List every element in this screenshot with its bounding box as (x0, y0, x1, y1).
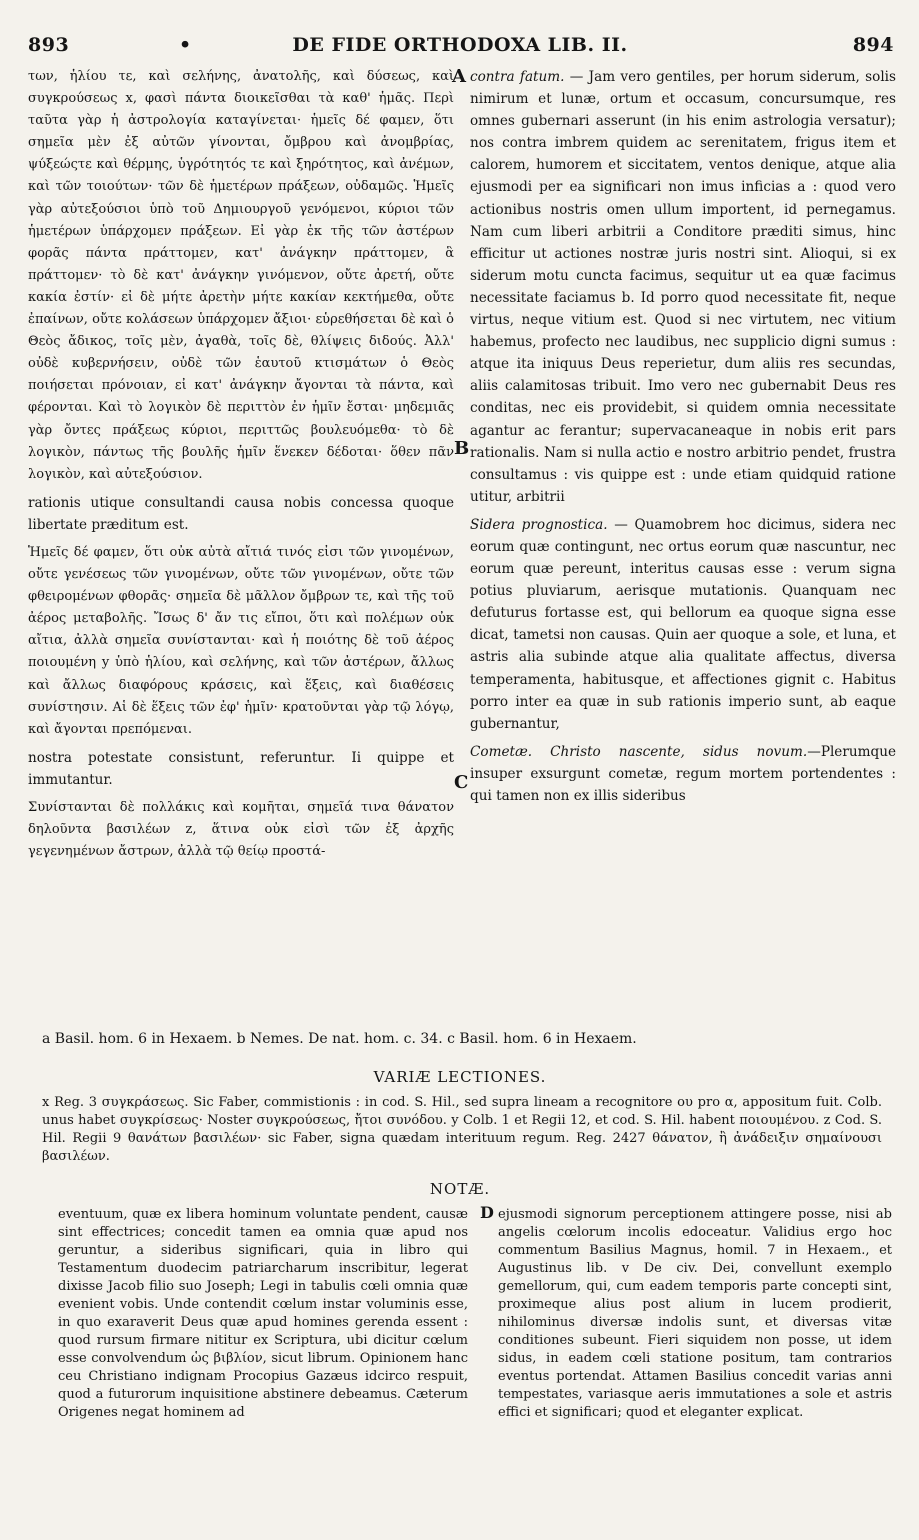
side-heading-contra-fatum: contra fatum. (470, 69, 565, 85)
header-bullet: • (179, 34, 192, 56)
running-title-text: DE FIDE ORTHODOXA LIB. II. (292, 34, 628, 56)
latin-paragraph-1: contra fatum. — Jam vero gentiles, per horum siderum, solis nimirum et lunæ, ortum et occasum, concursumque, res omnes gubernari asserunt (in his enim astrologia versatur); nos contra imbrem quidem ac serenitatem, frigus item et calorem, humorem et siccitatem, ventos denique, atque alia ejusmodi per ea significari non imus inficias a : quod vero actionibus nostris omen ullum importent, id pernegamus. Nam cum liberi arbitrii a Conditore præditi simus, hinc efficitur ut actiones nostræ juris nostri sint. Alioqui, si ex siderum motu cuncta facimus, sequitur ut ea quæ facimus necessitate faciamus b. Id porro quod necessitate fit, neque virtus, neque vitium est. Quod si nec virtutem, nec vitium habemus, profecto nec laudibus, nec supplicio digni sumus : atque ita iniquus Deus reperietur, dum aliis res secundas, aliis calamitosas tribuit. Imo vero nec gubernabit Deus res conditas, nec eis providebit, si quidem omnia necessitate agantur ac ferantur; supervacaneaque in nobis erit pars rationalis. Nam si nulla actio e nostro arbitrio pendet, frustra consultamus : vis quippe est : unde etiam quidquid ratione utitur, arbitrii (470, 69, 896, 505)
greek-column (28, 66, 454, 863)
notae-left-column: eventuum, quæ ex libera hominum voluntate pendent, causæ sint effectrices; concedit tamen ea omnia quæ apud nos geruntur, a sideribus significari, quia in libro qui Testamentum duodecim patriarcharum inscribitur, legerat dixisse Jacob filio suo Joseph; Legi in tabulis cœli omnia quæ evenient vobis. Unde contendit cœlum instar voluminis esse, in quo exaraverit Deus quæ apud homines gerenda essent : quod rursum firmare nititur ex Scriptura, ubi dicitur cœlum esse convolvendum ὡς βιβλίον, sicut librum. Opinionem hanc ceu Christiano indignam Procopius Gazæus idcirco respuit, quod a futurorum inquisitione abstinere debeamus. Cæterum Origenes negat hominem ad (58, 1207, 468, 1420)
latin-column (470, 66, 896, 807)
latin-continuation-2: nostra potestate consistunt, referuntur. Ii quippe et immutantur. (28, 749, 454, 788)
section-marker-c: C (454, 772, 469, 793)
latin-paragraph-2: Sidera prognostica. — Quamobrem hoc dicimus, sidera nec eorum quæ contingunt, nec ortus eorum quæ nascuntur, nec eorum quæ pereunt, interitus causas esse : verum signa potius pluviarum, aerisque mutationis. Quanquam nec defuturus fortasse est, qui bellorum ea quoque signa esse dicat, tametsi non causas. Quin aer quoque a sole, et luna, et astris alia subinde atque alia qualitate affectus, diversa temperamenta, habitusque, et affectiones gignit c. Habitus porro inter ea quæ in sub rationis imperio sunt, ab eaque gubernantur, (470, 516, 897, 732)
main-text-columns (24, 66, 896, 1011)
running-header (24, 28, 896, 62)
section-marker-a: A (452, 66, 466, 87)
notae-right-column (480, 1203, 892, 1422)
page-number-left: 893 (28, 34, 70, 56)
page (24, 28, 897, 1420)
side-heading-cometae: Cometæ. Christo nascente, sidus novum. (470, 743, 808, 760)
side-heading-sidera: Sidera prognostica. (470, 516, 608, 533)
variae-lectiones-heading: VARIÆ LECTIONES. (373, 1068, 547, 1086)
section-marker-b: B (454, 438, 470, 459)
variae-lectiones-text: x Reg. 3 συγκράσεως. Sic Faber, commistionis : in cod. S. Hil., sed supra lineam a recognitore ου pro α, appositum fuit. Colb. unus habet συγκρίσεως· Noster συγκρούσεως, ἤτοι συνόδου. y Colb. 1 et Regii 12, et cod. S. Hil. habent ποιουμένου. z Cod. S. Hil. Regii 9 θανάτων βασιλέων· sic Faber, signa quædam interituum regum. Reg. 2427 θάνατον, ἢ ἀνάδειξιν σημαίνουσι βασιλέων. (42, 1095, 882, 1164)
source-footnotes: a Basil. hom. 6 in Hexaem. b Nemes. De nat. hom. c. 34. c Basil. hom. 6 in Hexaem. (42, 1031, 637, 1047)
latin-paragraph-3: Cometæ. Christo nascente, sidus novum.—Plerumque insuper exsurgunt cometæ, regum mortem portendentes : qui tamen non ex illis sideribus (470, 743, 896, 804)
running-title (24, 34, 896, 56)
latin-continuation-1: rationis utique consultandi causa nobis concessa quoque libertate præditum est. (28, 494, 454, 533)
greek-paragraph-1: των, ἡλίου τε, καὶ σελήνης, ἀνατολῆς, καὶ δύσεως, καὶ συγκρούσεως x, φασὶ πάντα διοικεῖσθαι τὰ καθ' ἡμᾶς. Περὶ ταῦτα γὰρ ἡ ἀστρολογία καταγίνεται· ἡμεῖς δέ φαμεν, ὅτι σημεῖα μὲν ἐξ αὐτῶν γίνονται, ὄμβρου καὶ ἀνομβρίας, ψύξεώςτε καὶ θέρμης, ὑγρότητός τε καὶ ξηρότητος, καὶ ἀνέμων, καὶ τῶν τοιούτων· τῶν δὲ ἡμετέρων πράξεων, οὐδαμῶς. Ἡμεῖς γὰρ αὐτεξούσιοι ὑπὸ τοῦ Δημιουργοῦ γενόμενοι, κύριοι τῶν ἡμετέρων ὑπάρχομεν πράξεων. Εἰ γὰρ ἐκ τῆς τῶν ἀστέρων φορᾶς πάντα πράττομεν, κατ' ἀνάγκην πράττομεν, ἃ πράττομεν· τὸ δὲ κατ' ἀνάγκην γινόμενον, οὔτε ἀρετή, οὔτε κακία ἐστίν· εἰ δὲ μήτε ἀρετὴν μήτε κακίαν κεκτήμεθα, οὔτε ἐπαίνων, οὔτε κολάσεων ὑπάρχομεν ἄξιοι· εὑρεθήσεται δὲ καὶ ὁ Θεὸς ἄδικος, τοῖς μὲν, ἀγαθὰ, τοῖς δὲ, θλίψεις διδούς. Ἀλλ' οὐδὲ κυβερνήσειν, οὐδὲ τῶν ἑαυτοῦ κτισμάτων ὁ Θεὸς ποιήσεται πρόνοιαν, εἰ κατ' ἀνάγκην ἄγονται τὰ πάντα, καὶ φέρονται. Καὶ τὸ λογικὸν δὲ περιττὸν ἐν ἡμῖν ἔσται· μηδεμιᾶς γὰρ ὄντες πράξεως κύριοι, περιττῶς βουλευόμεθα· τὸ δὲ λογικὸν, πάντως τῆς βουλῆς ἡμῖν ἕνεκεν δέδοται· ὅθεν πᾶν λογικὸν, καὶ αὐτεξούσιον. (28, 69, 454, 482)
greek-paragraph-2: Ἡμεῖς δέ φαμεν, ὅτι οὐκ αὐτὰ αἴτιά τινός εἰσι τῶν γινομένων, οὔτε γενέσεως τῶν γινομένων, οὔτε τῶν γινομένων, οὔτε τῶν φθειρομένων φθορᾶς· σημεῖα δὲ μᾶλλον ὄμβρων τε, καὶ τῆς τοῦ ἀέρος μεταβολῆς. Ἴσως δ' ἄν τις εἴποι, ὅτι καὶ πολέμων οὐκ αἴτια, ἀλλὰ σημεῖα συνίστανται· καὶ ἡ ποιότης δὲ τοῦ ἀέρος ποιουμένη y ὑπὸ ἡλίου, καὶ σελήνης, καὶ τῶν ἀστέρων, ἄλλως καὶ ἄλλως διαφόρους κράσεις, καὶ ἕξεις, καὶ διαθέσεις συνίστησιν. Αἱ δὲ ἕξεις τῶν ἐφ' ἡμῖν· κρατοῦνται γὰρ τῷ λόγῳ, καὶ ἄγονται πρεπόμεναι. (28, 544, 454, 737)
notae-heading: NOTÆ. (429, 1180, 491, 1198)
page-number-right: 894 (852, 34, 894, 56)
greek-paragraph-3: Συνίστανται δὲ πολλάκις καὶ κομῆται, σημεῖά τινα θάνατον δηλοῦντα βασιλέων z, ἅτινα οὐκ εἰσὶ τῶν ἐξ ἀρχῆς γεγενημένων ἄστρων, ἀλλὰ τῷ θείῳ προστά- (28, 800, 454, 860)
notae-right-text: ejusmodi signorum perceptionem attingere posse, nisi ab angelis cœlorum incolis edoceatur. Validius ergo hoc commentum Basilius Magnus, homil. 7 in Hexaem., et Augustinus lib. v De civ. Dei, convellunt exemplo gemellorum, qui, cum eadem temporis parte concepti sint, proximeque alius post alium in lucem prodierit, nihilominus diversæ indolis sunt, et diversas vitæ conditiones subeunt. Fieri siquidem non posse, ut idem sidus, in eadem cœli statione positum, tam contrarios eventus portendat. Attamen Basilius concedit varias anni tempestates, variasque aeris immutationes a sole et astris effici et significari; quod et eleganter explicat. (498, 1207, 892, 1420)
section-marker-d: D (480, 1203, 494, 1222)
